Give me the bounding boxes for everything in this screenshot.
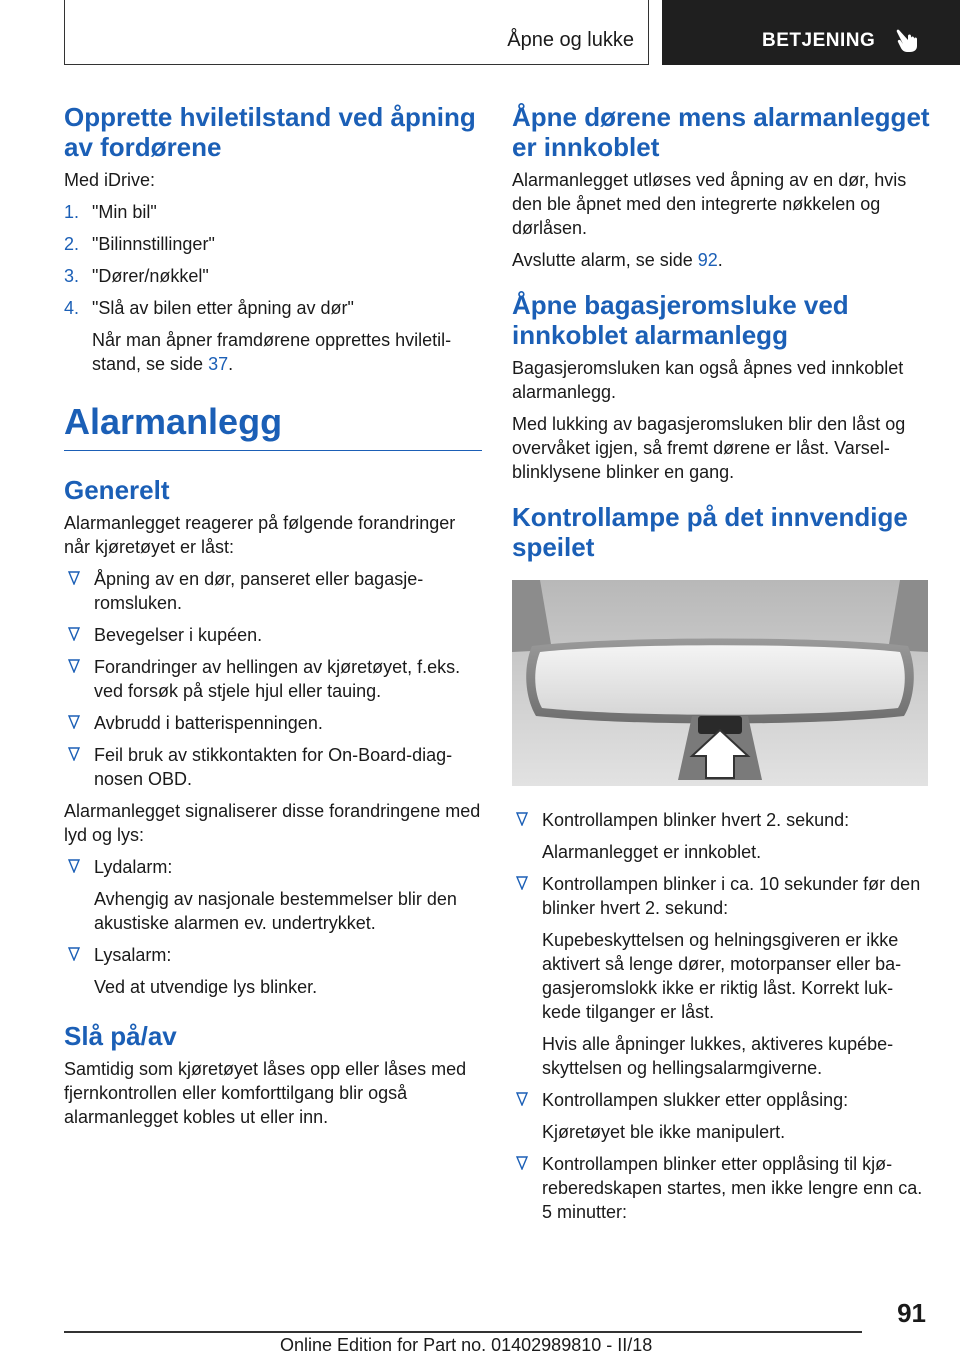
idrive-steps: [64, 200, 482, 376]
header-chapter-tab: [662, 0, 960, 65]
right-column: [512, 102, 930, 1232]
triangle-bullet-icon: [516, 1092, 528, 1106]
on-off-paragraph: Samtidig som kjøretøyet låses opp eller låses med fjernkontrollen eller komforttilgang blir også alarmanlegget kobles ut eller inn.: [64, 1059, 467, 1127]
signal-paragraph: Alarmanlegget signaliserer disse forandringene med lyd og lys:: [64, 801, 481, 845]
list-item: Avbrudd i batterispenningen.: [64, 711, 482, 735]
triangle-bullet-icon: [68, 947, 80, 961]
trunk-paragraph-2: Med lukking av bagasjeromsluken blir den låst og overvåket igjen, så fremt dørene er låst. Varsel-blinklysene blinker en gang.: [512, 414, 906, 482]
page-link-37[interactable]: 37: [208, 354, 229, 374]
trunk-paragraph-1: Bagasjeromsluken kan også åpnes ved innkoblet alarmanlegg.: [512, 358, 904, 402]
triangle-bullet-icon: [68, 627, 80, 641]
list-item: Feil bruk av stikkontakten for On-Board-diag-nosen OBD.: [64, 743, 482, 791]
step-item: 1. "Min bil": [64, 202, 157, 222]
signal-list: [64, 855, 482, 999]
triangle-bullet-icon: [68, 659, 80, 673]
heading-rest-mode: Opprette hviletilstand ved åpning av fordørene: [64, 102, 476, 162]
triangle-bullet-icon: [68, 859, 80, 873]
step-item: 4. "Slå av bilen etter åpning av dør" Når man åpner framdørene opprettes hviletil-stand, se side 37.: [64, 296, 482, 376]
idrive-intro: Med iDrive:: [64, 170, 156, 190]
header-section-title: Åpne og lukke: [507, 29, 634, 51]
header-frame: [64, 0, 649, 65]
page-number: 91: [897, 1298, 926, 1328]
heading-general: Generelt: [64, 475, 170, 505]
heading-alarm-system: Alarmanlegg: [64, 400, 482, 451]
footer-edition: Online Edition for Part no. 01402989810 - II/18: [280, 1335, 653, 1355]
lamp-list: [512, 808, 930, 1224]
list-item: Bevegelser i kupéen.: [64, 623, 482, 647]
list-item: Lydalarm: Avhengig av nasjonale bestemmelser blir den akustiske alarmen ev. undertrykket.: [64, 855, 482, 935]
triangle-bullet-icon: [68, 747, 80, 761]
triangle-bullet-icon: [516, 812, 528, 826]
triangle-bullet-icon: [68, 715, 80, 729]
list-item: Kontrollampen blinker hvert 2. sekund: Alarmanlegget er innkoblet.: [512, 808, 930, 864]
heading-indicator-lamp: Kontrollampe på det innvendige speilet: [512, 502, 908, 562]
heading-open-doors: Åpne dørene mens alarmanlegget er innkoblet: [512, 102, 930, 162]
pointing-hand-icon: [894, 26, 924, 54]
left-column: [64, 102, 482, 1137]
general-paragraph: Alarmanlegget reagerer på følgende forandringer når kjøretøyet er låst:: [64, 513, 456, 557]
heading-trunk: Åpne bagasjeromsluke ved innkoblet alarmanlegg: [512, 290, 849, 350]
header-chapter-label: BETJENING: [762, 30, 876, 51]
doors-paragraph: Alarmanlegget utløses ved åpning av en dør, hvis den ble åpnet med den integrerte nøkkelen og dørlåsen.: [512, 170, 907, 238]
triangle-bullet-icon: [68, 571, 80, 585]
list-item: Lysalarm: Ved at utvendige lys blinker.: [64, 943, 482, 999]
list-item: Kontrollampen blinker etter opplåsing til kjø-reberedskapen startes, men ikke lengre enn ca. 5 minutter:: [512, 1152, 930, 1224]
page-link-92[interactable]: 92: [697, 250, 718, 270]
stop-alarm-paragraph: Avslutte alarm, se side 92.: [512, 250, 723, 270]
step-item: 3. "Dører/nøkkel": [64, 266, 209, 286]
interior-mirror-illustration: [512, 580, 928, 786]
triangle-bullet-icon: [516, 876, 528, 890]
step-item: 2. "Bilinnstillinger": [64, 234, 215, 254]
footer-divider: [64, 1331, 862, 1333]
general-list: [64, 567, 482, 791]
heading-on-off: Slå på/av: [64, 1021, 177, 1051]
step-note: Når man åpner framdørene opprettes hviletil-stand, se side 37.: [92, 330, 452, 374]
list-item: Kontrollampen blinker i ca. 10 sekunder før den blinker hvert 2. sekund: Kupebeskyttelsen og helningsgiveren er ikke aktivert så lenge dører, motorpanser eller ba-gasjeromslokk ikke er riktig låst. Korrekt luk-kede tilganger er låst. Hvis alle åpninger lukkes, aktiveres kupébe-skyttelsen og hellingsalarmgiverne.: [512, 872, 930, 1080]
list-item: Forandringer av hellingen av kjøretøyet, f.eks. ved forsøk på stjele hjul eller tauing.: [64, 655, 482, 703]
triangle-bullet-icon: [516, 1156, 528, 1170]
list-item: Kontrollampen slukker etter opplåsing: Kjøretøyet ble ikke manipulert.: [512, 1088, 930, 1144]
list-item: Åpning av en dør, panseret eller bagasje-romsluken.: [64, 567, 482, 615]
